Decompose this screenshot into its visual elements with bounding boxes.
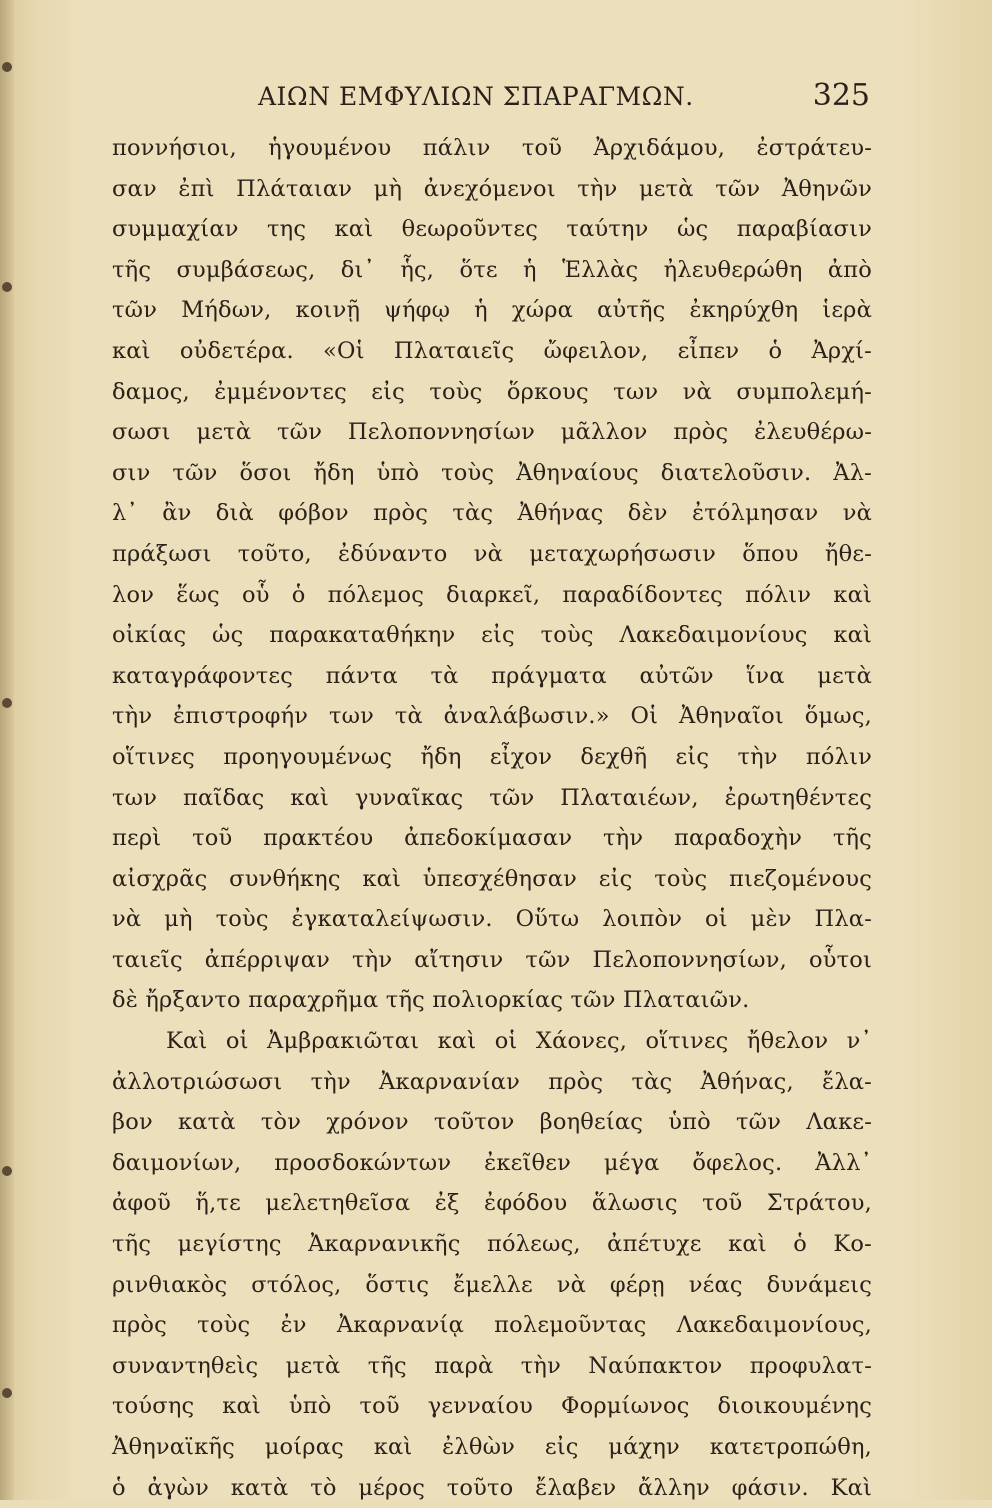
text-line: περὶ τοῦ πρακτέου ἀπεδοκίμασαν τὴν παραδοχὴν τῆς xyxy=(112,825,872,852)
text-line: ταιεῖς ἀπέρριψαν τὴν αἴτησιν τῶν Πελοποννησίων, οὗτοι xyxy=(112,946,872,973)
text-line: τὴν ἐπιστροφήν των τὰ ἀναλάβωσιν.» Οἱ Ἀθηναῖοι ὅμως, xyxy=(112,703,872,730)
text-line: ρινθιακὸς στόλος, ὅστις ἔμελλε νὰ φέρῃ νέας δυνάμεις xyxy=(112,1271,872,1298)
text-line: τῶν Μήδων, κοινῇ ψήφῳ ἡ χώρα αὐτῆς ἐκηρύχθη ἱερὰ xyxy=(112,297,872,324)
text-line: σαν ἐπὶ Πλάταιαν μὴ ἀνεχόμενοι τὴν μετὰ τῶν Ἀθηνῶν xyxy=(112,175,872,202)
binding-edge xyxy=(0,0,14,1500)
text-line: νὰ μὴ τοὺς ἐγκαταλείψωσιν. Οὕτω λοιπὸν οἱ μὲν Πλα- xyxy=(112,906,872,933)
running-title: ΑΙΩΝ ΕΜΦΥΛΙΩΝ ΣΠΑΡΑΓΜΩΝ. xyxy=(258,82,694,111)
text-line: Καὶ οἱ Ἀμβρακιῶται καὶ οἱ Χάονες, οἵτινες ἤθελον ν᾿ xyxy=(166,1028,872,1055)
text-line: λον ἕως οὗ ὁ πόλεμος διαρκεῖ, παραδίδοντες πόλιν καὶ xyxy=(112,581,872,608)
page-header xyxy=(150,78,870,118)
body-text xyxy=(112,128,872,1508)
text-line: των παῖδας καὶ γυναῖκας τῶν Πλαταιέων, ἐρωτηθέντες xyxy=(112,784,872,811)
text-line: Ἀθηναϊκῆς μοίρας καὶ ἐλθὼν εἰς μάχην κατετροπώθη, xyxy=(112,1434,872,1460)
text-line: σιν τῶν ὅσοι ἤδη ὑπὸ τοὺς Ἀθηναίους διατελοῦσιν. Ἀλ- xyxy=(112,459,872,486)
text-line: συμμαχίαν της καὶ θεωροῦντες ταύτην ὡς παραβίασιν xyxy=(112,216,872,243)
text-line: συναντηθεὶς μετὰ τῆς παρὰ τὴν Ναύπακτον προφυλατ- xyxy=(112,1352,872,1379)
binding-mark xyxy=(2,1166,12,1176)
text-line: πρὸς τοὺς ἐν Ἀκαρνανίᾳ πολεμοῦντας Λακεδαιμονίους, xyxy=(112,1312,872,1339)
text-line: τῆς μεγίστης Ἀκαρνανικῆς πόλεως, ἀπέτυχε καὶ ὁ Κο- xyxy=(112,1231,872,1258)
text-line: πράξωσι τοῦτο, ἐδύναντο νὰ μεταχωρήσωσιν ὅπου ἤθε- xyxy=(112,540,872,567)
page-number: 325 xyxy=(812,78,870,113)
text-line: βον κατὰ τὸν χρόνον τοῦτον βοηθείας ὑπὸ τῶν Λακε- xyxy=(112,1109,872,1136)
text-line: δαιμονίων, προσδοκώντων ἐκεῖθεν μέγα ὄφελος. Ἀλλ᾿ xyxy=(112,1149,872,1176)
text-line: τούσης καὶ ὑπὸ τοῦ γενναίου Φορμίωνος διοικουμένης xyxy=(112,1393,872,1420)
text-line: ποννήσιοι, ἡγουμένου πάλιν τοῦ Ἀρχιδάμου, ἐστράτευ- xyxy=(112,135,872,161)
text-line: οἰκίας ὡς παρακαταθήκην εἰς τοὺς Λακεδαιμονίους καὶ xyxy=(112,622,872,649)
text-line: δὲ ἤρξαντο παραχρῆμα τῆς πολιορκίας τῶν Πλαταιῶν. xyxy=(112,987,750,1014)
text-line: σωσι μετὰ τῶν Πελοποννησίων μᾶλλον πρὸς ἐλευθέρω- xyxy=(112,419,872,446)
binding-mark xyxy=(2,62,12,72)
text-line: καταγράφοντες πάντα τὰ πράγματα αὐτῶν ἵνα μετὰ xyxy=(112,662,872,689)
binding-mark xyxy=(2,282,12,292)
binding-mark xyxy=(2,698,12,708)
text-line: οἵτινες προηγουμένως ἤδη εἶχον δεχθῆ εἰς τὴν πόλιν xyxy=(112,743,872,770)
text-line: ὁ ἀγὼν κατὰ τὸ μέρος τοῦτο ἔλαβεν ἄλλην φάσιν. Καὶ xyxy=(112,1474,872,1501)
text-line: τῆς συμβάσεως, δι᾿ ἧς, ὅτε ἡ Ἑλλὰς ἠλευθερώθη ἀπὸ xyxy=(112,256,872,283)
text-line: ἀλλοτριώσωσι τὴν Ἀκαρνανίαν πρὸς τὰς Ἀθήνας, ἔλα- xyxy=(112,1068,872,1095)
text-line: δαμος, ἐμμένοντες εἰς τοὺς ὅρκους των νὰ συμπολεμή- xyxy=(112,378,872,405)
text-line: καὶ οὐδετέρα. «Οἱ Πλαταιεῖς ὤφειλον, εἶπεν ὁ Ἀρχί- xyxy=(112,337,872,364)
text-line: ἀφοῦ ἥ,τε μελετηθεῖσα ἐξ ἐφόδου ἅλωσις τοῦ Στράτου, xyxy=(112,1190,872,1217)
text-line: αἰσχρᾶς συνθήκης καὶ ὑπεσχέθησαν εἰς τοὺς πιεζομένους xyxy=(112,865,872,892)
text-line: λ᾿ ἂν διὰ φόβον πρὸς τὰς Ἀθήνας δὲν ἐτόλμησαν νὰ xyxy=(112,500,872,527)
binding-mark xyxy=(2,1388,12,1398)
